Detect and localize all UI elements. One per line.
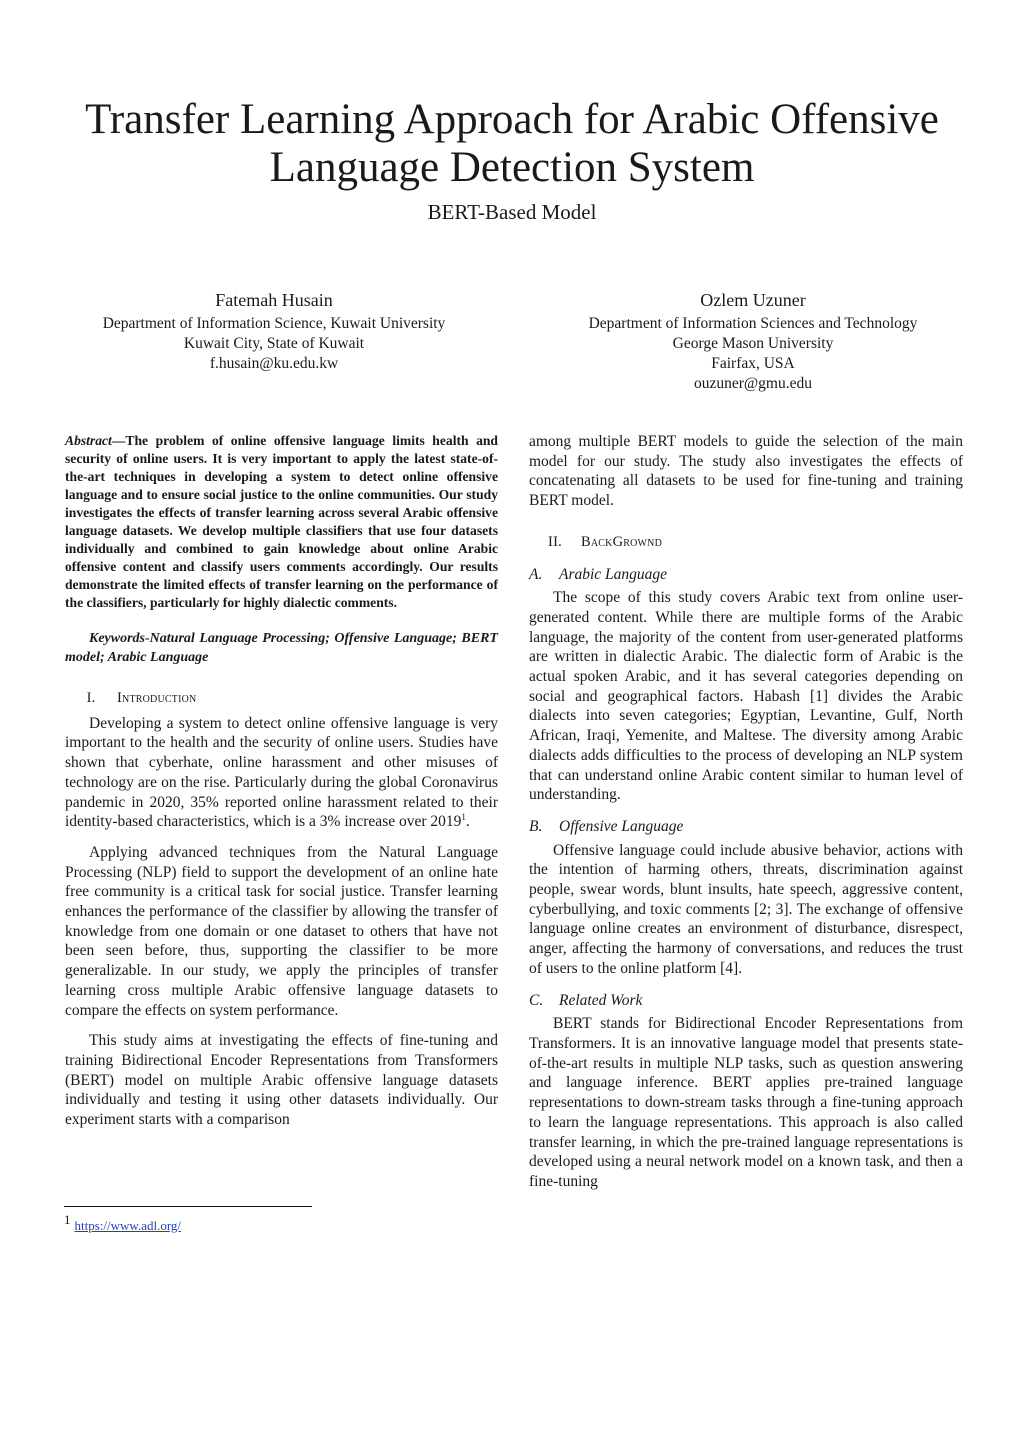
offensive-language-paragraph: Offensive language could include abusive behavior, actions with the intention of harming others, threats, discrimination against people, swear words, blunt insults, hate speech, aggressive content, cyberbullying, and toxic comments [2; 3]. The exchange of offensive language online creates an environment of disturbance, disrespect, anger, affecting the harmony of conversations, and reduces the trust of users to the online platform [4]. [529, 841, 963, 977]
subsection-heading-related-work [529, 991, 963, 1011]
section-heading-introduction [65, 689, 498, 709]
subsection-heading-offensive-language [529, 817, 963, 837]
related-work-paragraph: BERT stands for Bidirectional Encoder Representations from Transformers. It is an innovative language model that presents state-of-the-art results in multiple NLP tasks, such as question answering and language inference. BERT applies pre-trained language representations to down-stream tasks through a fine-tuning approach to learn the language representations. This approach is also called transfer learning, in which the pre-trained language representations is developed using a neural network model on a known task, and then a fine-tuning [529, 1015, 963, 1190]
footnote-divider [64, 1206, 312, 1207]
subsection-title: Offensive Language [559, 817, 684, 835]
author-location: Kuwait City, State of Kuwait [183, 335, 365, 352]
intro-p1-end: . [465, 813, 470, 831]
intro-paragraph-3-continued: among multiple BERT models to guide the selection of the main model for our study. The study also investigates the effects of concatenating all datasets to be used for fine-tuning and training BERT model. [529, 433, 963, 510]
footnote-mark: 1 [64, 1212, 71, 1227]
author-email: f.husain@ku.edu.kw [209, 355, 339, 372]
paper-title [0, 96, 1024, 192]
subsection-title: Arabic Language [559, 565, 668, 583]
subsection-number: B. [529, 817, 543, 835]
subsection-number: C. [529, 991, 544, 1009]
section-number: I. [86, 690, 96, 706]
author-block-uzuner [540, 290, 966, 394]
left-column [65, 432, 498, 1130]
author-name: Fatemah Husain [215, 290, 333, 310]
subsection-title: Related Work [559, 991, 643, 1009]
author-location: Fairfax, USA [711, 355, 795, 372]
author-institution: George Mason University [672, 335, 834, 352]
keywords: Keywords-Natural Language Processing; Offensive Language; BERT model; Arabic Language [65, 631, 498, 665]
intro-paragraph-1 [65, 714, 498, 832]
intro-paragraph-2: Applying advanced techniques from the Natural Language Processing (NLP) field to support the development of an online hate free community is a critical task for social justice. Transfer learning enhances the performance of the classifier by allowing the transfer of knowledge from one domain or one dataset to others that have not been seen before, thus, supporting the classifier to be more generalizable. In our study, we apply the principles of transfer learning cross multiple Arabic offensive language datasets to compare the effects on system performance. [65, 843, 498, 1019]
paper-subtitle: BERT-Based Model [427, 200, 597, 224]
author-affiliation: Department of Information Sciences and Technology [588, 315, 918, 332]
section-number: II. [548, 533, 562, 550]
title-line-2: Language Detection System [269, 144, 755, 191]
arabic-language-paragraph: The scope of this study covers Arabic text from online user-generated content. While there are multiple forms of the Arabic language, the majority of the content from user-generated platforms are written in dialectic Arabic. The dialectic form of Arabic is the actual spoken Arabic, and it has several categories depending on social and geographical factors. Habash [1] divides the Arabic dialects into seven categories; Egyptian, Levantine, Gulf, North African, Iraqi, Yemenite, and Maltese. The diversity among Arabic dialects adds difficulties to the process of developing an NLP system that can understand online Arabic content similar to human level of understanding. [529, 589, 963, 804]
intro-p1-text: Developing a system to detect online offensive language is very important to the health and the security of online users. Studies have shown that cyberhate, online harassment and other misuses of technology are on the rise. Particularly during the global Coronavirus pandemic in 2020, 35% reported online harassment related to their identity-based characteristics, which is a 3% increase over 2019 [65, 714, 498, 831]
author-block-husain [64, 290, 484, 374]
abstract-lead: Abstract [65, 433, 112, 448]
section-heading-background [529, 533, 963, 553]
subsection-number: A. [529, 565, 543, 583]
section-title: BackGrownd [581, 533, 663, 550]
footnote [64, 1212, 182, 1233]
author-affiliation: Department of Information Science, Kuwait University [102, 315, 446, 332]
author-email: ouzuner@gmu.edu [693, 375, 812, 392]
title-line-1: Transfer Learning Approach for Arabic Offensive [85, 96, 939, 143]
footnote-ref[interactable]: 1 [461, 812, 466, 823]
intro-paragraph-3: This study aims at investigating the effects of fine-tuning and training Bidirectional Encoder Representations from Transformers (BERT) model on multiple Arabic offensive language datasets individually and testing it using other datasets individually. Our experiment starts with a comparison [65, 1032, 498, 1129]
footnote-link[interactable]: https://www.adl.org/ [74, 1218, 182, 1233]
right-column [529, 432, 963, 1192]
abstract-text: —The problem of online offensive language limits health and security of online users. It is very important to apply the latest state-of-the-art techniques in developing a system to detect online offensive language and to ensure social justice to the online communities. Our study investigates the effects of transfer learning across several Arabic offensive language datasets. We develop multiple classifiers that use four datasets individually and combined to gain knowledge about online Arabic offensive content and classify users comments accordingly. Our results demonstrate the limited effects of transfer learning on the performance of the classifiers, particularly for highly dialectic comments. [65, 433, 498, 610]
abstract [65, 432, 498, 612]
author-name: Ozlem Uzuner [700, 290, 806, 310]
section-title: Introduction [117, 690, 197, 706]
subsection-heading-arabic-language [529, 565, 963, 585]
